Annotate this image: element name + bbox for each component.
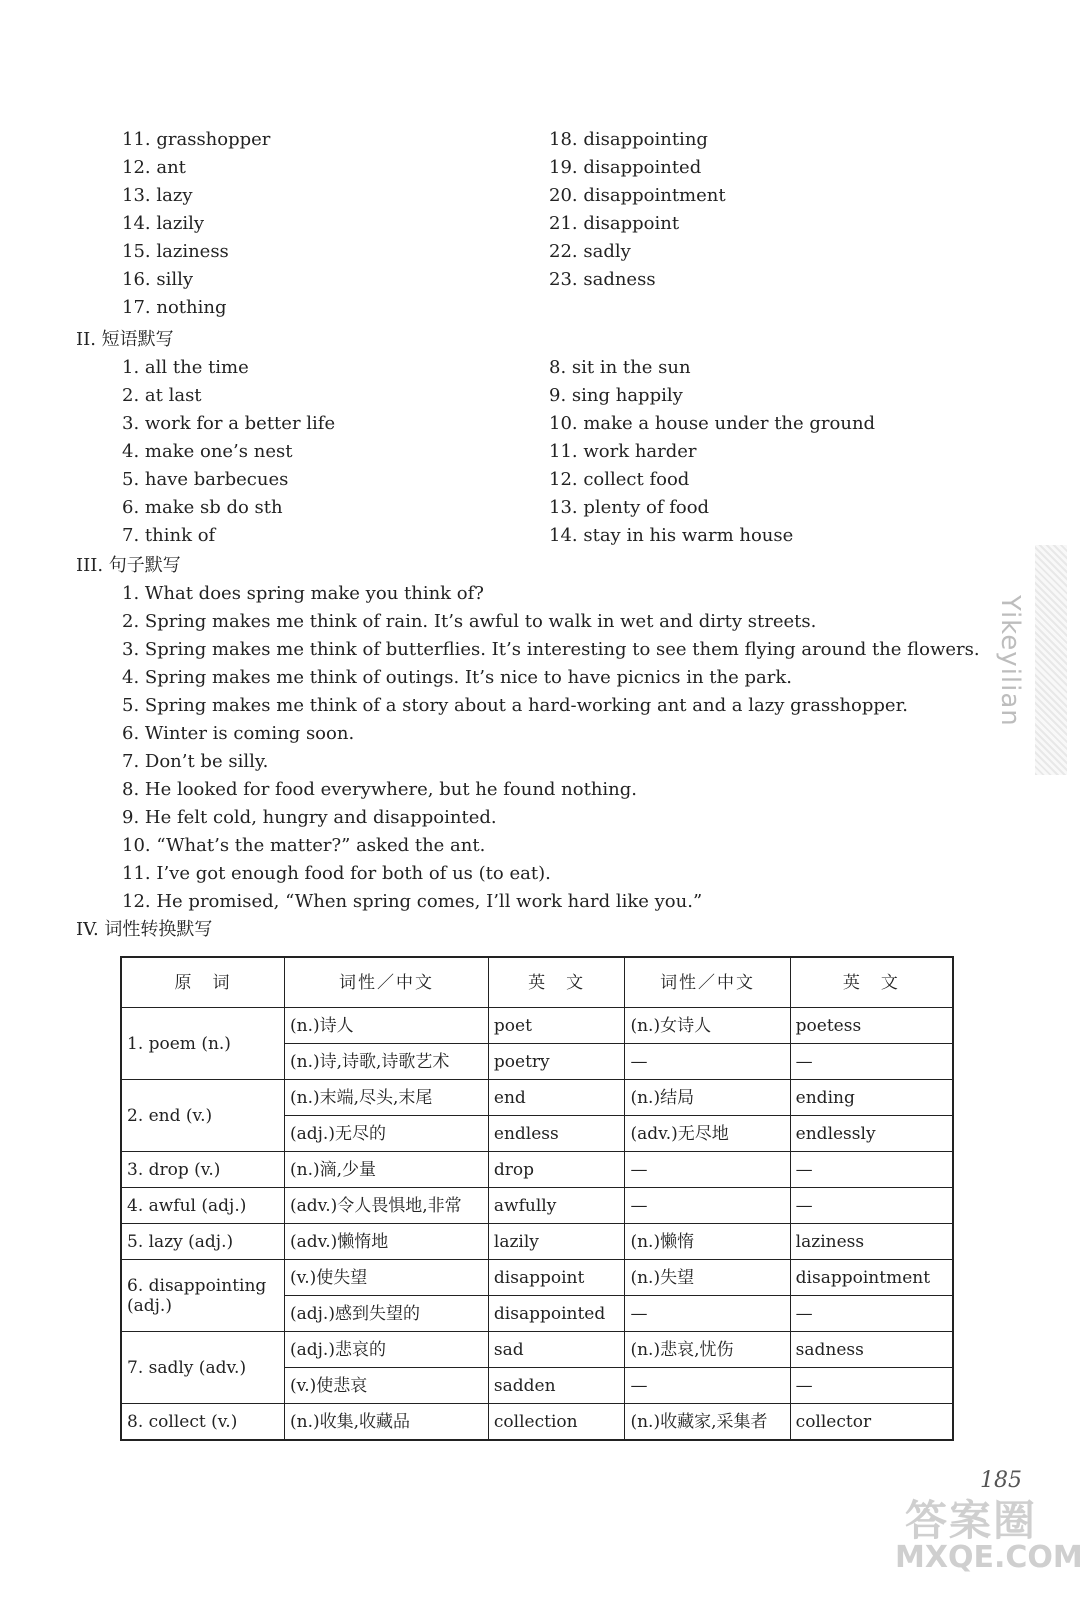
table-cell: —: [790, 1368, 953, 1404]
table-cell: endlessly: [790, 1116, 953, 1152]
table-header-row: [121, 957, 953, 1008]
word-item: 15. laziness: [122, 241, 229, 262]
table-cell: laziness: [790, 1224, 953, 1260]
site-logo-text: 答案圈: [905, 1496, 1038, 1545]
sentence-item: 1. What does spring make you think of?: [122, 583, 484, 604]
word-item: 21. disappoint: [549, 213, 680, 234]
phrase-item: 7. think of: [122, 525, 216, 546]
table-row: [121, 1080, 953, 1116]
phrase-item: 1. all the time: [122, 357, 249, 378]
column-header: 原 词: [121, 957, 285, 1008]
word-item: 14. lazily: [122, 213, 205, 234]
table-cell: sadden: [488, 1368, 625, 1404]
word-item: 18. disappointing: [549, 129, 708, 150]
word-item: 19. disappointed: [549, 157, 702, 178]
table-cell: —: [790, 1044, 953, 1080]
table-cell: end: [488, 1080, 625, 1116]
table-cell-word: 6. disappointing (adj.): [121, 1260, 285, 1332]
page-number: 185: [980, 1468, 1022, 1493]
phrase-item: 12. collect food: [549, 469, 690, 490]
table-cell: drop: [488, 1152, 625, 1188]
phrase-item: 4. make one’s nest: [122, 441, 293, 462]
table-cell: (v.)使失望: [285, 1260, 489, 1296]
table-cell: poet: [488, 1008, 625, 1044]
section-title: IV. 词性转换默写: [76, 919, 213, 940]
section-title: II. 短语默写: [76, 329, 174, 350]
table-cell: —: [790, 1152, 953, 1188]
table-cell: —: [625, 1368, 790, 1404]
table-cell: poetry: [488, 1044, 625, 1080]
phrase-item: 9. sing happily: [549, 385, 683, 406]
site-logo-url: MXQE.COM: [895, 1540, 1083, 1575]
column-header: 英 文: [488, 957, 625, 1008]
table-cell: awfully: [488, 1188, 625, 1224]
phrase-item: 5. have barbecues: [122, 469, 289, 490]
table-row: [121, 1260, 953, 1296]
table-cell: disappointed: [488, 1296, 625, 1332]
table-cell: —: [625, 1296, 790, 1332]
table-cell-word: 8. collect (v.): [121, 1404, 285, 1441]
word-item: 13. lazy: [122, 185, 193, 206]
table-row: [121, 1188, 953, 1224]
table-cell: (n.)诗人: [285, 1008, 489, 1044]
table-cell: collector: [790, 1404, 953, 1441]
table-cell: —: [625, 1044, 790, 1080]
section-title: III. 句子默写: [76, 555, 181, 576]
column-header: 英 文: [790, 957, 953, 1008]
table-cell: endless: [488, 1116, 625, 1152]
table-cell: poetess: [790, 1008, 953, 1044]
column-header: 词性／中文: [285, 957, 489, 1008]
table-cell: —: [790, 1296, 953, 1332]
table-cell: (n.)诗,诗歌,诗歌艺术: [285, 1044, 489, 1080]
word-form-table: [120, 956, 954, 1441]
word-item: 17. nothing: [122, 297, 227, 318]
table-cell: —: [625, 1188, 790, 1224]
table-cell: (n.)滴,少量: [285, 1152, 489, 1188]
table-cell: (n.)懒惰: [625, 1224, 790, 1260]
word-item: 11. grasshopper: [122, 129, 271, 150]
phrase-item: 14. stay in his warm house: [549, 525, 794, 546]
table-cell-word: 3. drop (v.): [121, 1152, 285, 1188]
phrase-item: 13. plenty of food: [549, 497, 710, 518]
table-cell: (adv.)令人畏惧地,非常: [285, 1188, 489, 1224]
word-item: 22. sadly: [549, 241, 631, 262]
table-cell: (n.)悲哀,忧伤: [625, 1332, 790, 1368]
word-item: 20. disappointment: [549, 185, 726, 206]
sentence-item: 8. He looked for food everywhere, but he found nothing.: [122, 779, 638, 800]
table-row: [121, 1404, 953, 1441]
table-cell: (adj.)悲哀的: [285, 1332, 489, 1368]
table-cell: (n.)末端,尽头,末尾: [285, 1080, 489, 1116]
table-cell-word: 5. lazy (adj.): [121, 1224, 285, 1260]
table-cell: (n.)失望: [625, 1260, 790, 1296]
word-item: 16. silly: [122, 269, 194, 290]
sentence-item: 4. Spring makes me think of outings. It’s nice to have picnics in the park.: [122, 667, 792, 688]
phrase-item: 6. make sb do sth: [122, 497, 283, 518]
table-row: [121, 1224, 953, 1260]
table-cell: (adv.)懒惰地: [285, 1224, 489, 1260]
table-cell: (n.)结局: [625, 1080, 790, 1116]
table-cell: —: [625, 1152, 790, 1188]
table-row: [121, 1332, 953, 1368]
sentence-item: 6. Winter is coming soon.: [122, 723, 355, 744]
table-cell: (adj.)无尽的: [285, 1116, 489, 1152]
phrase-item: 11. work harder: [549, 441, 697, 462]
table-cell: lazily: [488, 1224, 625, 1260]
sentence-item: 11. I’ve got enough food for both of us (to eat).: [122, 863, 551, 884]
sentence-item: 5. Spring makes me think of a story about a hard-working ant and a lazy grasshopper.: [122, 695, 908, 716]
table-cell-word: 2. end (v.): [121, 1080, 285, 1152]
table-cell: (adv.)无尽地: [625, 1116, 790, 1152]
phrase-item: 10. make a house under the ground: [549, 413, 876, 434]
side-watermark: Yikeyilian: [995, 595, 1025, 727]
sentence-item: 2. Spring makes me think of rain. It’s awful to walk in wet and dirty streets.: [122, 611, 817, 632]
table-cell: (n.)女诗人: [625, 1008, 790, 1044]
sentence-item: 10. “What’s the matter?” asked the ant.: [122, 835, 486, 856]
table-cell-word: 1. poem (n.): [121, 1008, 285, 1080]
table-cell: ending: [790, 1080, 953, 1116]
table-cell: disappointment: [790, 1260, 953, 1296]
table-row: [121, 1008, 953, 1044]
sentence-item: 12. He promised, “When spring comes, I’ll work hard like you.”: [122, 891, 703, 912]
table-cell-word: 4. awful (adj.): [121, 1188, 285, 1224]
table-cell: (n.)收藏家,采集者: [625, 1404, 790, 1441]
table-row: [121, 1152, 953, 1188]
phrase-item: 3. work for a better life: [122, 413, 336, 434]
table-cell: —: [790, 1188, 953, 1224]
phrase-item: 2. at last: [122, 385, 202, 406]
table-cell: sadness: [790, 1332, 953, 1368]
table-cell: (n.)收集,收藏品: [285, 1404, 489, 1441]
table-cell: (v.)使悲哀: [285, 1368, 489, 1404]
table-cell: sad: [488, 1332, 625, 1368]
sentence-item: 9. He felt cold, hungry and disappointed.: [122, 807, 497, 828]
word-item: 23. sadness: [549, 269, 656, 290]
table-cell: (adj.)感到失望的: [285, 1296, 489, 1332]
sentence-item: 3. Spring makes me think of butterflies. It’s interesting to see them flying around the flowers.: [122, 639, 980, 660]
table-cell: collection: [488, 1404, 625, 1441]
phrase-item: 8. sit in the sun: [549, 357, 691, 378]
word-item: 12. ant: [122, 157, 186, 178]
table-cell-word: 7. sadly (adv.): [121, 1332, 285, 1404]
table-cell: disappoint: [488, 1260, 625, 1296]
sentence-item: 7. Don’t be silly.: [122, 751, 269, 772]
column-header: 词性／中文: [625, 957, 790, 1008]
scan-speckle-decoration: [1035, 545, 1067, 775]
